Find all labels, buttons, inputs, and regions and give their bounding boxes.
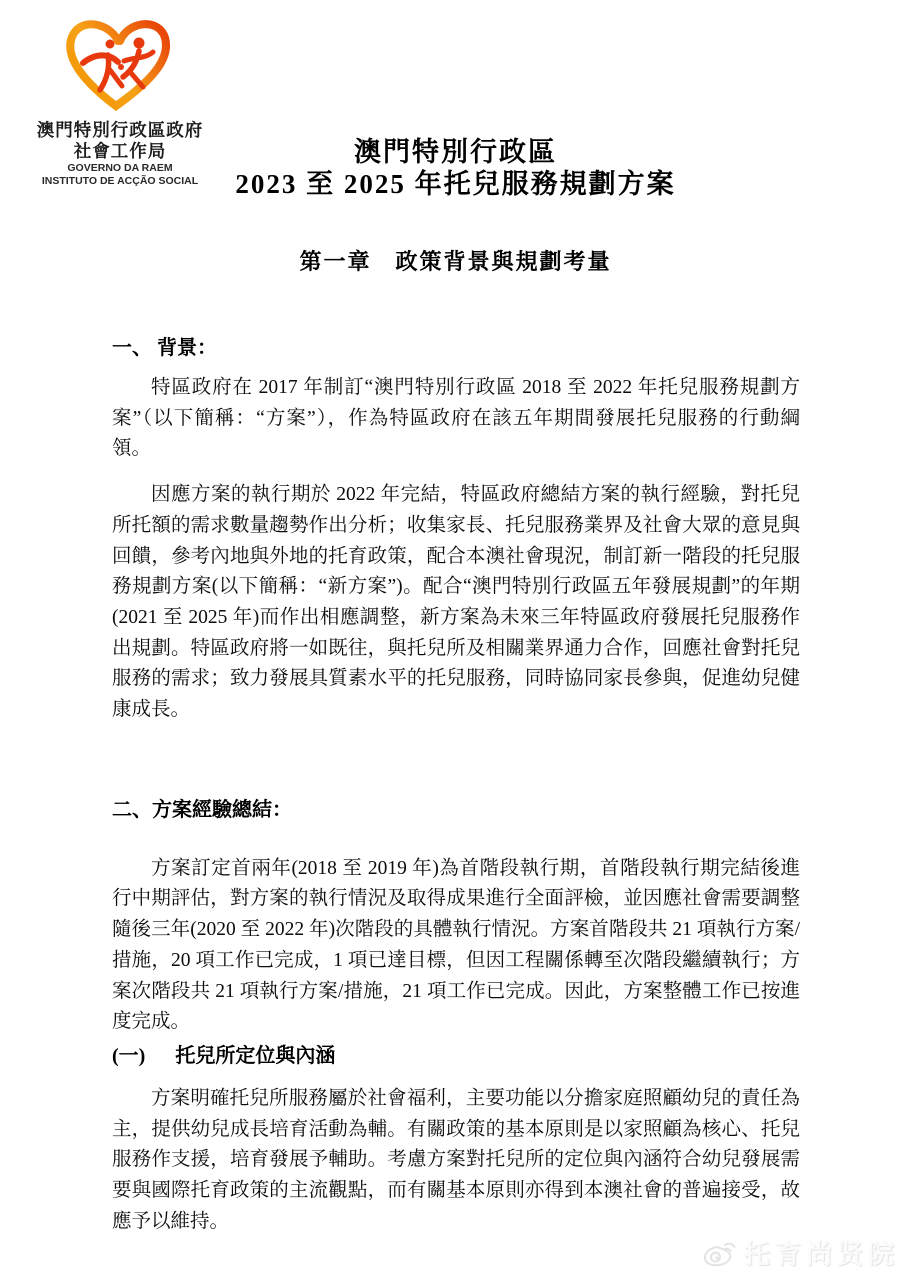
document-body [112,333,800,1237]
section-2-paragraph-1: 方案訂定首兩年(2018 至 2019 年)為首階段執行期，首階段執行期完結後進行中期評估，對方案的執行情況及取得成果進行全面評檢，並因應社會需要調整隨後三年(2020 至 2022 年)次階段的具體執行情況。方案首階段共 21 項執行方案/措施，20 項工作已完成，1 項已達目標，但因工程關係轉至次階段繼續執行；方案次階段共 21 項執行方案/措施，21 項工作已完成。因此，方案整體工作已按進度完成。 [112,857,800,1033]
weibo-icon [702,1238,738,1268]
org-name-pt-line2: INSTITUTO DE ACÇÃO SOCIAL [41,175,199,187]
subsection-1-heading [112,1041,800,1071]
watermark [702,1234,899,1271]
document-title-line2: 2023 至 2025 年托兒服務規劃方案 [235,169,676,199]
document-title-line1: 澳門特別行政區 [354,137,557,167]
subsection-1-paragraph-1: 方案明確托兒所服務屬於社會福利，主要功能以分擔家庭照顧幼兒的責任為主，提供幼兒成長培育活動為輔。有關政策的基本原則是以家照顧為核心、托兒服務作支援，培育發展予輔助。考慮方案對托兒所的定位與內涵符合幼兒發展需要與國際托育政策的主流觀點，而有關基本原則亦得到本澳社會的普遍接受，故應予以維持。 [112,1087,800,1232]
section-1-paragraph-1: 特區政府在 2017 年制訂“澳門特別行政區 2018 至 2022 年托兒服務規劃方案”（以下簡稱：“方案”），作為特區政府在該五年期間發展托兒服務的行動綱領。 [112,377,800,460]
org-name-zh-line2: 社會工作局 [73,141,167,161]
section-1-heading: 一、 背景： [112,337,217,359]
section-1-paragraph-2: 因應方案的執行期於 2022 年完結，特區政府總結方案的執行經驗，對托兒所托額的需求數量趨勢作出分析；收集家長、托兒服務業界及社會大眾的意見與回饋，參考內地與外地的托育政策，配合本澳社會現況，制訂新一階段的托兒服務規劃方案(以下簡稱：“新方案”)。配合“澳門特別行政區五年發展規劃”的年期(2021 至 2025 年)而作出相應調整，新方案為未來三年特區政府發展托兒服務作出規劃。特區政府將一如既往，與托兒所及相關業界通力合作，回應社會對托兒服務的需求；致力發展具質素水平的托兒服務，同時協同家長參與，促進幼兒健康成長。 [112,484,800,721]
org-name-pt-line1: GOVERNO DA RAEM [67,162,173,174]
section-2-heading: 二、方案經驗總結： [112,798,292,821]
document-title [0,136,911,200]
org-name-zh-line1: 澳門特別行政區政府 [36,120,204,140]
subsection-1-number: (一) [112,1044,146,1067]
chapter-heading: 第一章 政策背景與規劃考量 [299,249,612,274]
watermark-text: 托育尚贤院 [743,1239,899,1269]
heart-logo-icon [60,16,180,114]
subsection-1-title: 托兒所定位與內涵 [175,1044,336,1067]
